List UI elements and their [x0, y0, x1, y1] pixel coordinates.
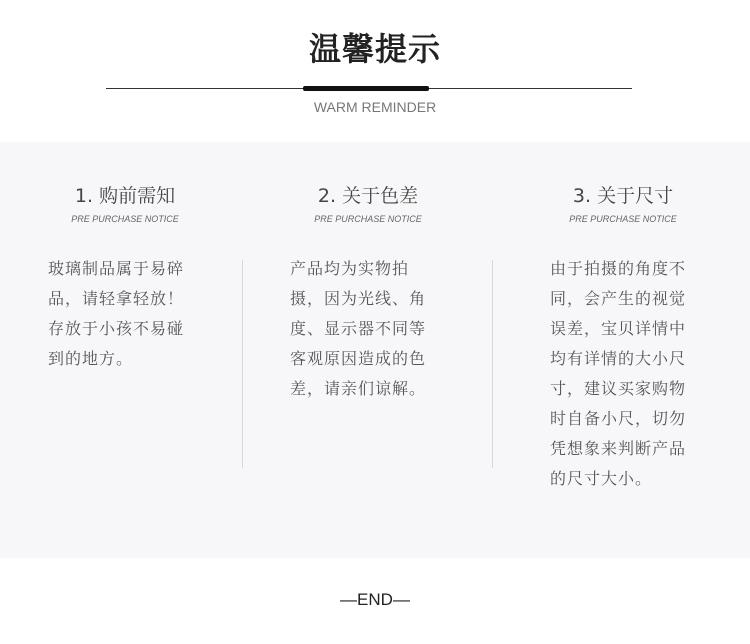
- column-header-size: [498, 182, 748, 224]
- column-body-size: 由于拍摄的角度不同，会产生的视觉误差，宝贝详情中均有详情的大小尺寸，建议买家购物时自备小尺，切勿凭想象来判断产品的尺寸大小。: [550, 259, 687, 488]
- notice-panel: [0, 142, 750, 558]
- column-subtitle: PRE PURCHASE NOTICE: [569, 214, 677, 224]
- column-divider: [242, 260, 243, 468]
- end-marker: —END—: [340, 590, 410, 609]
- column-title: 3. 关于尺寸: [572, 185, 674, 207]
- column-subtitle: PRE PURCHASE NOTICE: [71, 214, 179, 224]
- page-title: 温馨提示: [308, 30, 441, 68]
- column-subtitle: PRE PURCHASE NOTICE: [314, 214, 422, 224]
- column-header-purchase: [0, 182, 250, 224]
- column-divider: [492, 260, 493, 468]
- column-title: 2. 关于色差: [317, 185, 419, 207]
- title-accent-bar: [303, 86, 429, 91]
- page-subtitle: WARM REMINDER: [313, 99, 437, 115]
- column-body-color: 产品均为实物拍摄，因为光线、角度、显示器不同等客观原因造成的色差，请亲们谅解。: [290, 259, 427, 398]
- column-title: 1. 购前需知: [74, 185, 176, 207]
- column-body-purchase: 玻璃制品属于易碎品，请轻拿轻放！存放于小孩不易碰到的地方。: [48, 259, 185, 368]
- column-header-color: [243, 182, 493, 224]
